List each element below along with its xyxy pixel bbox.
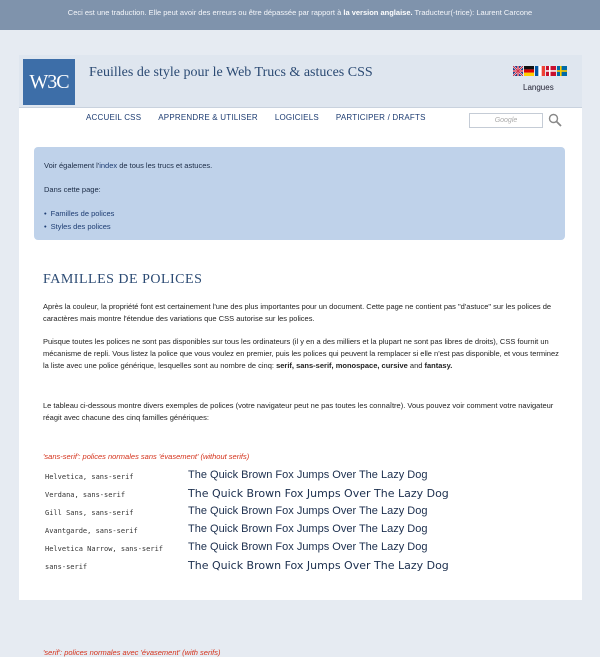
font-sample-text: The Quick Brown Fox Jumps Over The Lazy Dog	[188, 541, 428, 553]
table-row	[43, 487, 563, 505]
font-family-code: Helvetica Narrow, sans-serif	[45, 545, 164, 553]
table-row	[43, 541, 563, 559]
fantasy-family: fantasy.	[424, 361, 453, 370]
font-family-code: sans-serif	[45, 563, 88, 571]
language-flags[interactable]	[513, 66, 567, 76]
paragraph-intro: Après la couleur, la propriété font est certainement l'une des plus importantes pour un document. Cette page ne contient pas "d'astuce" sur les polices de caractères mais montre l'étendue des variations que CSS autorise sur les polices.	[43, 302, 552, 323]
table-row	[43, 469, 563, 487]
search-icon[interactable]	[548, 113, 562, 127]
index-link[interactable]: index	[99, 161, 118, 170]
font-family-code: Helvetica, sans-serif	[45, 473, 134, 481]
and-text: and	[407, 361, 425, 370]
de-flag-icon[interactable]	[524, 66, 534, 76]
se-flag-icon[interactable]	[557, 66, 567, 76]
section-heading: FAMILLES DE POLICES	[43, 272, 203, 287]
w3c-logo[interactable]: W3C	[23, 59, 75, 105]
search-input[interactable]: Google	[469, 113, 543, 128]
sans-serif-section-title: 'sans-serif': polices normales sans 'évasement' (without serifs)	[43, 452, 250, 461]
nav-item-accueil[interactable]: ACCUEIL CSS	[86, 113, 142, 122]
toc-item	[44, 209, 114, 218]
nav-item-apprendre[interactable]: APPRENDRE & UTILISER	[158, 113, 258, 122]
table-of-contents	[44, 209, 114, 235]
notice-text: Ceci est une traduction. Elle peut avoir des erreurs ou être dépassée par rapport à	[67, 8, 342, 17]
font-family-code: Gill Sans, sans-serif	[45, 509, 134, 517]
table-row	[43, 523, 563, 541]
site-title: Feuilles de style pour le Web Trucs & astuces CSS	[89, 65, 373, 80]
english-version-link[interactable]: la version anglaise.	[343, 8, 413, 17]
see-also-line	[44, 161, 212, 170]
font-sample-text: The Quick Brown Fox Jumps Over The Lazy Dog	[188, 487, 449, 500]
generic-families: serif, sans-serif, monospace, cursive	[276, 361, 408, 370]
nav-item-participer[interactable]: PARTICIPER / DRAFTS	[335, 113, 426, 122]
translation-notice	[0, 8, 600, 17]
page-container	[19, 55, 582, 657]
uk-flag-icon[interactable]	[513, 66, 523, 76]
font-family-code: Avantgarde, sans-serif	[45, 527, 138, 535]
toc-link-familles[interactable]: Familles de polices	[50, 209, 115, 218]
dk-flag-icon[interactable]	[546, 66, 556, 76]
toc-item	[44, 222, 114, 231]
info-box	[34, 147, 565, 240]
table-row	[43, 505, 563, 523]
paragraph-fallback	[43, 336, 563, 372]
font-sample-text: The Quick Brown Fox Jumps Over The Lazy Dog	[188, 505, 428, 517]
paragraph-table-intro: Le tableau ci-dessous montre divers exemples de polices (votre navigateur peut ne pas toutes les connaître). Vous pouvez voir comment votre navigateur réagit avec chacune des cinq familles génériques:	[43, 401, 554, 422]
font-sample-text: The Quick Brown Fox Jumps Over The Lazy Dog	[188, 469, 428, 481]
site-banner	[19, 55, 582, 108]
fr-flag-icon[interactable]	[535, 66, 545, 76]
paragraph-fallback-text: Puisque toutes les polices ne sont pas disponibles sur tous les ordinateurs (il y en a des milliers et la plupart ne sont pas libres de droits), CSS fournit un mécanisme de repli. Vous listez la police que vous voulez en premier, puis les polices qui peuvent la remplacer si elle n'est pas disponible, et vous terminez la liste avec une police générique, lesquelles sont au nombre de cinq:	[43, 337, 559, 370]
languages-label[interactable]: Langues	[523, 83, 554, 92]
font-sample-text: The Quick Brown Fox Jumps Over The Lazy Dog	[188, 559, 449, 572]
see-also-text: Voir également l'	[44, 161, 100, 170]
in-page-label: Dans cette page:	[44, 185, 101, 194]
translator-credit: Traducteur(-trice): Laurent Carcone	[414, 8, 533, 17]
serif-section-title: 'serif': polices normales avec 'évasement' (with serifs)	[43, 648, 221, 657]
toc-link-styles[interactable]: Styles des polices	[50, 222, 111, 231]
font-sample-text: The Quick Brown Fox Jumps Over The Lazy Dog	[188, 523, 428, 535]
font-family-code: Verdana, sans-serif	[45, 491, 126, 499]
table-row	[43, 559, 563, 577]
see-also-text-end: de tous les trucs et astuces.	[117, 161, 213, 170]
nav-item-logiciels[interactable]: LOGICIELS	[274, 113, 319, 122]
main-nav	[86, 113, 443, 122]
